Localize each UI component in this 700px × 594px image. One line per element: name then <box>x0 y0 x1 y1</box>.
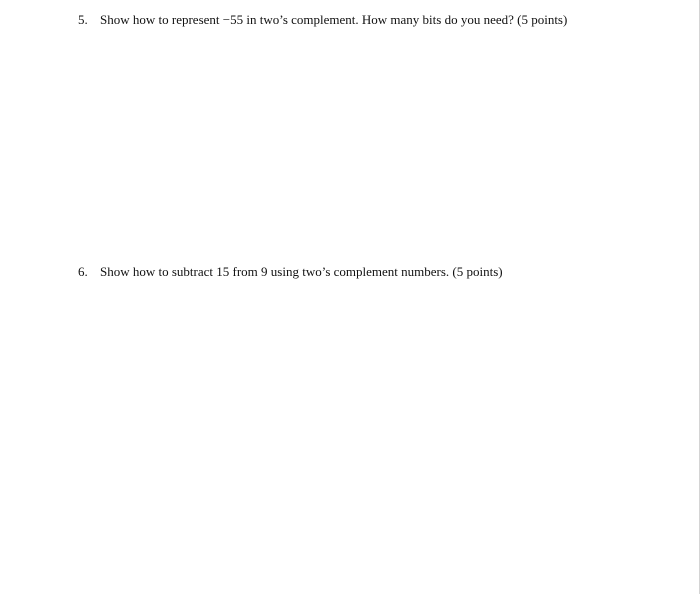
question-number: 5. <box>78 12 88 27</box>
question-5 <box>78 12 567 28</box>
question-text: Show how to represent −55 in two’s complement. How many bits do you need? (5 points) <box>100 12 568 27</box>
question-number: 6. <box>78 264 88 279</box>
question-text: Show how to subtract 15 from 9 using two’s complement numbers. (5 points) <box>100 264 503 279</box>
question-6 <box>78 264 503 280</box>
